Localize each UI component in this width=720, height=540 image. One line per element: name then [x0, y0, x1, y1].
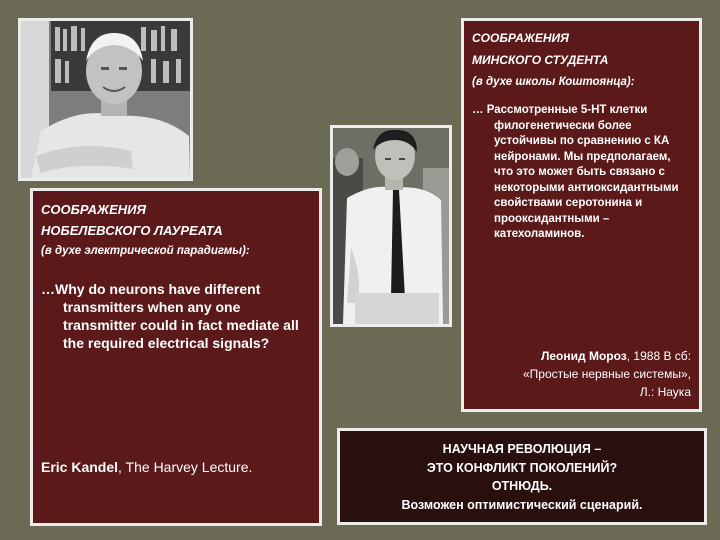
- nobel-panel-title-line1: СООБРАЖЕНИЯ: [41, 202, 146, 217]
- student-panel-source-line2: «Простые нервные системы»,: [522, 367, 691, 381]
- nobel-panel-quote: …Why do neurons have different transmitters when any one transmitter could in fact mediate all the required electrical signals?: [41, 281, 299, 351]
- photo-minsk-student: [330, 125, 452, 327]
- nobel-panel-author: Eric Kandel: [41, 459, 119, 475]
- conclusion-line2: ЭТО КОНФЛИКТ ПОКОЛЕНИЙ?: [426, 460, 618, 475]
- student-panel-source-line1: , 1988 В сб:: [626, 349, 691, 363]
- nobel-panel-subtitle: (в духе электрической парадигмы):: [41, 245, 250, 257]
- portrait-elderly-man-image: [21, 21, 190, 178]
- student-panel-title-line1: СООБРАЖЕНИЯ: [472, 31, 569, 45]
- student-panel-author: Леонид Мороз: [540, 349, 627, 363]
- photo-nobel-laureate: [18, 18, 193, 181]
- student-panel-title-line2: МИНСКОГО СТУДЕНТА: [472, 53, 609, 67]
- student-panel-subtitle: (в духе школы Коштоянца):: [472, 76, 635, 88]
- conclusion-line3: ОТНЮДЬ.: [491, 479, 553, 493]
- nobel-panel-source: , The Harvey Lecture.: [118, 459, 253, 475]
- portrait-young-man-image: [333, 128, 449, 324]
- minsk-student-panel: [461, 18, 702, 412]
- student-panel-quote: … Рассмотренные 5-НТ клетки филогенетически более устойчивы по сравнению с КА нейронами. Мы предполагаем, что это может быть связано с некоторыми антиоксидантными свойствами серотонина и прооксидантными – катехоламинов.: [472, 104, 679, 240]
- student-panel-source-line3: Л.: Наука: [639, 385, 691, 399]
- nobel-panel-title-line2: НОБЕЛЕВСКОГО ЛАУРЕАТА: [41, 223, 223, 238]
- conclusion-line1: НАУЧНАЯ РЕВОЛЮЦИЯ –: [442, 442, 602, 456]
- conclusion-line4: Возможен оптимистический сценарий.: [401, 497, 643, 512]
- nobel-panel-credit: [41, 459, 252, 475]
- conclusion-panel: [337, 428, 707, 525]
- nobel-laureate-panel: [30, 188, 322, 526]
- student-panel-credit: [523, 347, 691, 401]
